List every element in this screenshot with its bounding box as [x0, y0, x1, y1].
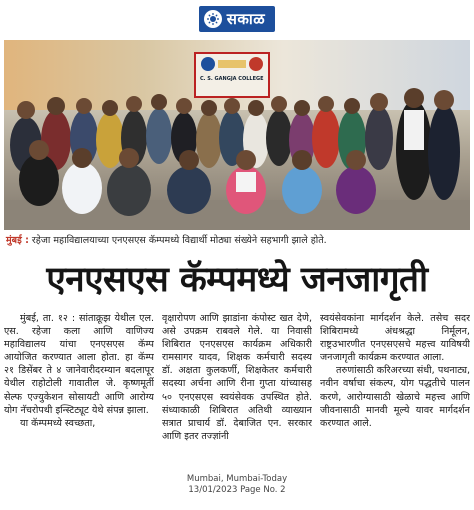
caption-text: रहेजा महाविद्यालयाच्या एनएसएस कॅम्पमध्ये विद्यार्थी मोठ्या संख्येने सहभागी झाले होते. [31, 235, 327, 246]
sakal-logo-icon [204, 10, 222, 28]
column-3-paragraph: तरुणांसाठी करिअरच्या संधी, पथनाट्य, नवीन वर्षाचा संकल्प, योग पद्धतीचे पालन करणे, आरोग्यासाठी खेळाचे महत्त्व आणि जीवनासाठी मानवी मूल्ये यावर मार्गदर्शन करण्यात आले. [320, 365, 470, 429]
banner-text: C. S. GANGJA COLLEGE [200, 76, 264, 82]
column-2-paragraph: वृक्षारोपण आणि झाडांना कंपोस्ट खत देणे, असे उपक्रम राबवले गेले. या निवासी शिबिरात एनएसएस कार्यक्रम अधिकारी रामसागर यादव, शिक्षक कर्मचारी सदस्य डॉ. अक्षता कुलकर्णी, शिक्षकेतर कर्मचारी सदस्या अर्चना आणि रीना गुप्ता यांच्यासह ५० एनएसएस स्वयंसेवक उपस्थित होते. संध्याकाळी शिबिरात अतिथी व्याख्यान सत्रात प्राचार्य डॉ. देबाजित एन. सरकार आणि इतर तज्ज्ञांनी [162, 313, 312, 442]
photo-caption [6, 234, 468, 247]
article-column-3 [320, 312, 470, 474]
page-footer [0, 474, 474, 496]
column-1-paragraph: या कॅम्पमध्ये स्वच्छता, [20, 417, 96, 429]
footer-edition: Mumbai, Mumbai-Today [186, 474, 288, 484]
newspaper-logo [199, 6, 275, 32]
masthead [0, 4, 474, 34]
article-headline: एनएसएस कॅम्पमध्ये जनजागृती [46, 260, 428, 300]
column-1-paragraph: मुंबई, ता. १२ : सांताक्रूझ येथील एल. एस. रहेजा कला आणि वाणिज्य महाविद्यालय यांचा एनएसएस कॅम्प आयोजित करण्यात आला होता. हा कॅम्प २१ डिसेंबर ते ४ जानेवारीदरम्यान बदलापूर येथील राहोटोली गावातील जे. कृष्णमूर्ती सेल्फ एज्युकेशन सोसायटी आणि आरोग्य योग नॅचरोपथी इन्स्टिट्यूट येथे संपन्न झाला. [4, 313, 154, 416]
footer-date-page: 13/01/2023 Page No. 2 [188, 485, 286, 495]
article-column-1 [4, 312, 154, 474]
caption-place: मुंबई : [6, 235, 29, 246]
students-group [4, 40, 470, 230]
logo-text: सकाळ [226, 10, 266, 28]
article-column-2 [162, 312, 312, 474]
article-body [4, 312, 470, 474]
column-3-paragraph: स्वयंसेवकांना मार्गदर्शन केले. तसेच सदर शिबिरामध्ये अंधश्रद्धा निर्मूलन, राष्ट्रउभारणीत एनएसएसचे महत्त्व याविषयी जनजागृती कार्यक्रम करण्यात आला. [320, 313, 470, 364]
group-photo [4, 40, 470, 230]
